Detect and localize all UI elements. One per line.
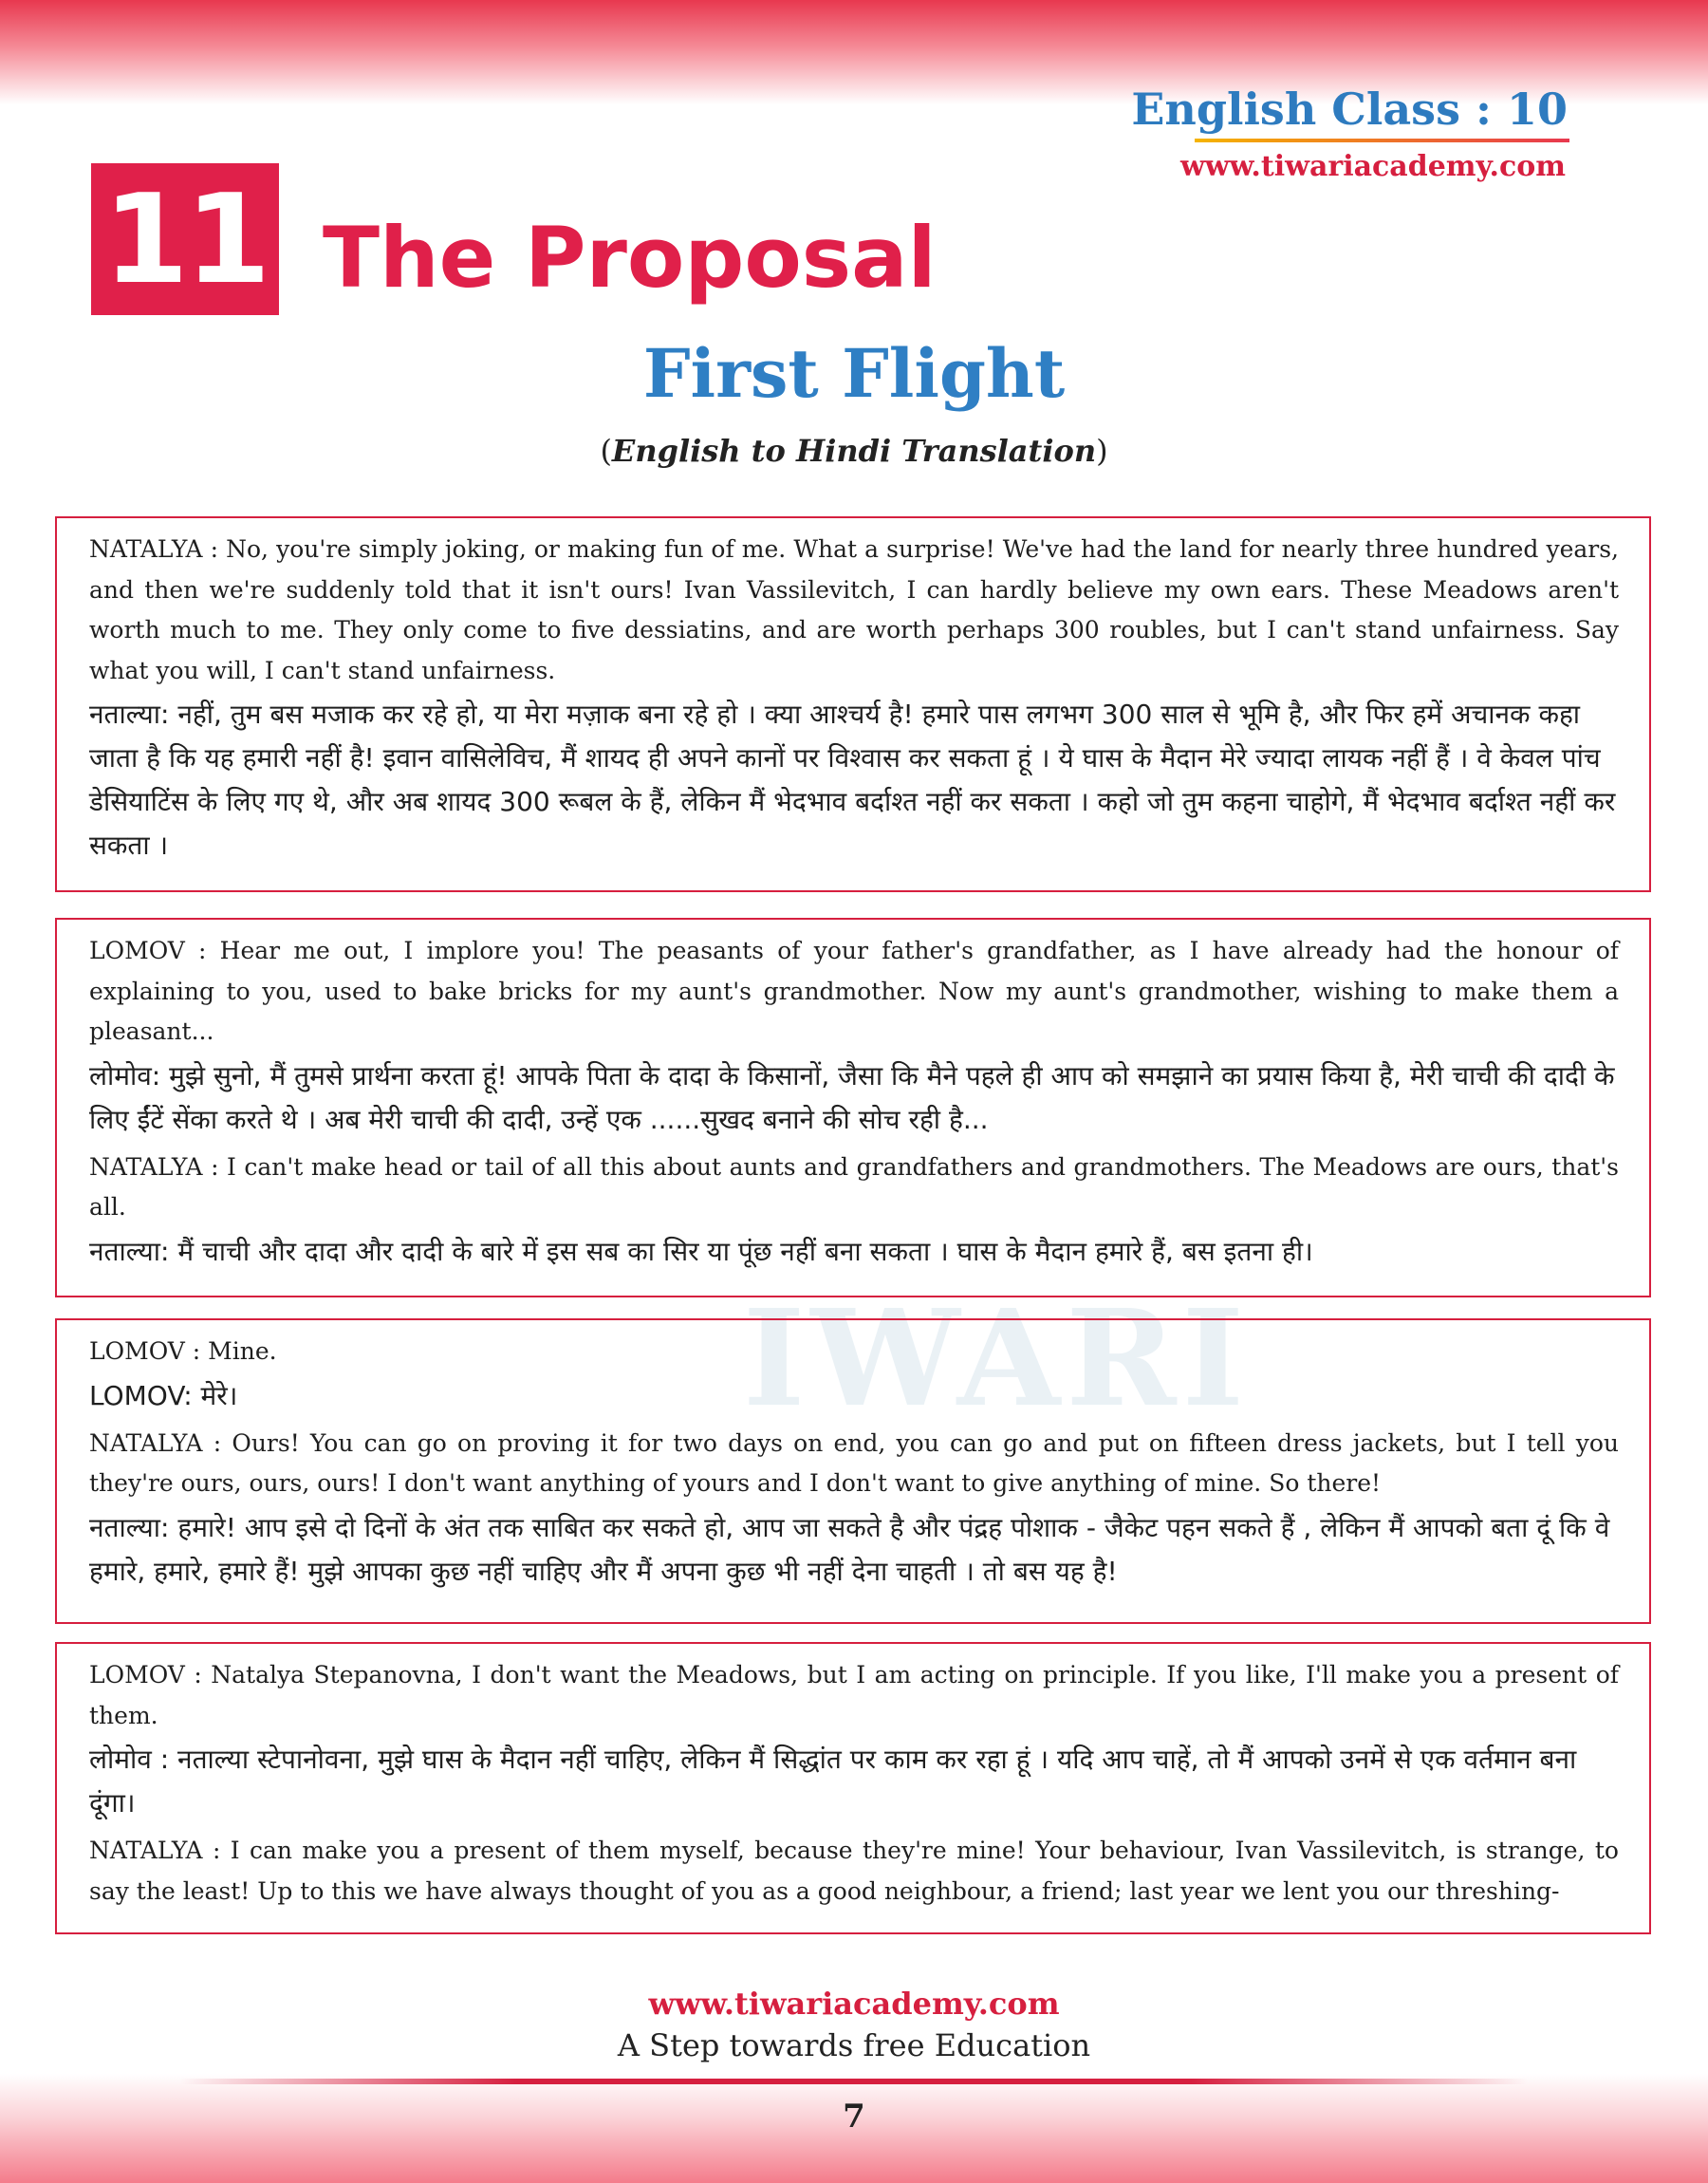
english-paragraph: NATALYA : No, you're simply joking, or making fun of me. What a surprise! We've had the land for nearly three hundred years, and then we're suddenly told that it isn't ours! Ivan Vassilevitch, I can hardly believe my own ears. These Meadows aren't worth much to me. They only come to five dessiatins, and are worth perhaps 300 roubles, but I can't stand unfairness. Say what you will, I can't stand unfairness. xyxy=(89,535,1619,684)
page-number: 7 xyxy=(843,2098,865,2136)
dialogue-box-4 xyxy=(55,1642,1651,1934)
subtitle-close-paren: ) xyxy=(1096,433,1108,469)
hindi-paragraph: नताल्या: हमारे! आप इसे दो दिनों के अंत तक साबित कर सकते हो, आप जा सकते है और पंद्रह पोशाक - जैकेट पहन सकते हैं , लेकिन मैं आपको बता दूं कि वे हमारे, हमारे, हमारे हैं! मुझे आपका कुछ नहीं चाहिए और मैं अपना कुछ भी नहीं देना चाहती । तो बस यह है! xyxy=(89,1511,1610,1587)
class-title: English Class : 10 xyxy=(1131,84,1568,135)
hindi-paragraph: नताल्या: मैं चाची और दादा और दादी के बारे में इस सब का सिर या पूंछ नहीं बना सकता । घास के मैदान हमारे हैं, बस इतना ही। xyxy=(89,1235,1313,1267)
chapter-title: The Proposal xyxy=(323,209,937,307)
dialogue-box-2 xyxy=(55,918,1651,1297)
footer-divider xyxy=(180,2079,1528,2084)
english-paragraph: NATALYA : I can make you a present of them myself, because they're mine! Your behaviour, Ivan Vassilevitch, is strange, to say the least! Up to this we have always thought of you as a good neighbour, a friend; last year we lent you our threshing- xyxy=(89,1837,1619,1905)
english-paragraph: LOMOV : Hear me out, I implore you! The peasants of your father's grandfather, as I have already had the honour of explaining to you, used to bake bricks for my aunt's grandmother. Now my aunt's grandmother, wishing to make them a pleasant... xyxy=(89,937,1619,1045)
dialogue-box-3 xyxy=(55,1318,1651,1624)
watermark-logo: IWARI xyxy=(742,1281,1251,1437)
hindi-paragraph: LOMOV: मेरे। xyxy=(89,1379,238,1411)
english-paragraph: LOMOV : Natalya Stepanovna, I don't want the Meadows, but I am acting on principle. If you like, I'll make you a present of them. xyxy=(89,1661,1619,1729)
chapter-number-badge: 11 xyxy=(91,163,279,315)
subtitle xyxy=(0,433,1708,469)
english-paragraph: NATALYA : Ours! You can go on proving it for two days on end, you can go and put on fifteen dress jackets, but I tell you they're ours, ours, ours! I don't want anything of yours and I don't want to give anything of mine. So there! xyxy=(89,1428,1619,1497)
header-site-link[interactable]: www.tiwariacademy.com xyxy=(1179,150,1566,183)
class-title-underline xyxy=(1195,139,1569,142)
subtitle-open-paren: ( xyxy=(600,433,612,469)
book-title: First Flight xyxy=(642,334,1066,413)
english-paragraph: LOMOV : Mine. xyxy=(89,1337,277,1365)
hindi-paragraph: लोमोव : नताल्या स्टेपानोवना, मुझे घास के मैदान नहीं चाहिए, लेकिन मैं सिद्धांत पर काम कर रहा हूं । यदि आप चाहें, तो मैं आपको उनमें से एक वर्तमान बना दूंगा। xyxy=(89,1744,1577,1819)
footer-site-link[interactable]: www.tiwariacademy.com xyxy=(648,1986,1060,2022)
subtitle-text: English to Hindi Translation xyxy=(611,433,1097,469)
footer-tagline: A Step towards free Education xyxy=(617,2027,1091,2063)
hindi-paragraph: लोमोव: मुझे सुनो, मैं तुमसे प्रार्थना करता हूं! आपके पिता के दादा के किसानों, जैसा कि मैने पहले ही आप को समझाने का प्रयास किया है, मेरी चाची की दादी के लिए ईंटें सेंका करते थे । अब मेरी चाची की दादी, उन्हें एक ......सुखद बनाने की सोच रही है... xyxy=(89,1059,1615,1135)
hindi-paragraph: नताल्या: नहीं, तुम बस मजाक कर रहे हो, या मेरा मज़ाक बना रहे हो । क्या आश्चर्य है! हमारे पास लगभग 300 साल से भूमि है, और फिर हमें अचानक कहा जाता है कि यह हमारी नहीं है! इवान वासिलेविच, मैं शायद ही अपने कानों पर विश्वास कर सकता हूं । ये घास के मैदान मेरे ज्यादा लायक नहीं हैं । वे केवल पांच डेसियाटिंस के लिए गए थे, और अब शायद 300 रूबल के हैं, लेकिन मैं भेदभाव बर्दाश्त नहीं कर सकता । कहो जो तुम कहना चाहोगे, मैं भेदभाव बर्दाश्त नहीं कर सकता । xyxy=(89,699,1616,861)
dialogue-box-1 xyxy=(55,516,1651,892)
english-paragraph: NATALYA : I can't make head or tail of all this about aunts and grandfathers and grandmothers. The Meadows are ours, that's all. xyxy=(89,1152,1619,1221)
